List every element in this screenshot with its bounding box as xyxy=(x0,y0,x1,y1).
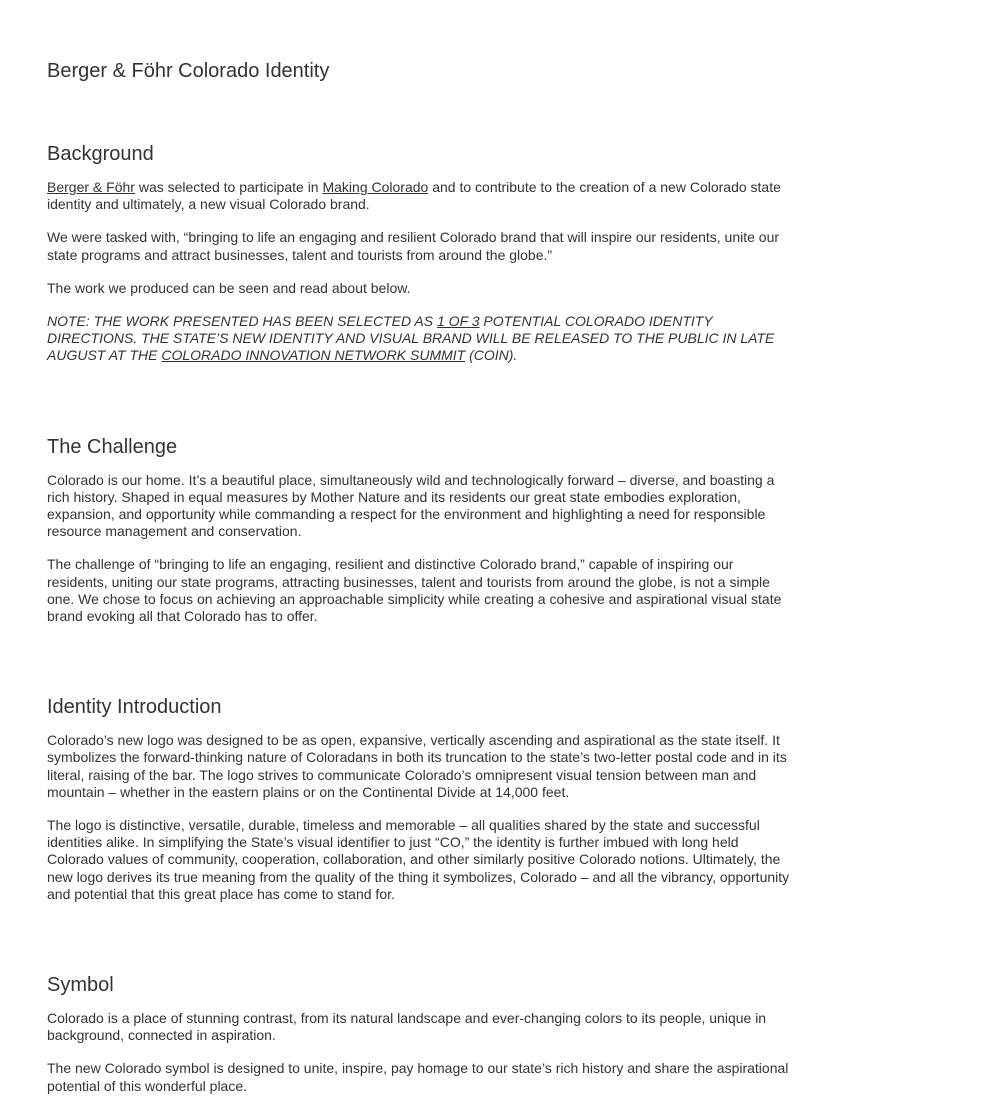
section-heading-symbol: Symbol xyxy=(47,974,114,997)
section-heading-challenge: The Challenge xyxy=(47,435,178,458)
coin-summit-link[interactable]: COLORADO INNOVATION NETWORK SUMMIT xyxy=(161,347,466,364)
section-heading-background: Background xyxy=(47,143,154,165)
section-background xyxy=(47,142,792,365)
section-spacer xyxy=(47,381,792,411)
challenge-paragraph-1: Colorado is our home. It’s a beautiful place, simultaneously wild and technologically forward – diverse, and boasting a rich history. Shaped in equal measures by Mother Nature and its residents our great state embodies exploration, expansion, and opportunity while commanding a respect for the environment and highlighting a need for responsible resource management and conservation. xyxy=(47,471,775,540)
section-spacer xyxy=(47,919,792,949)
background-p1-text-2: and to contribute to the creation of a new Colorado state identity and ultimately, a new visual Colorado brand. xyxy=(47,179,781,213)
selection-note xyxy=(47,313,792,365)
identity-paragraph-2: The logo is distinctive, versatile, durable, timeless and memorable – all qualities shared by the state and successful identities alike. In simplifying the State’s visual identifier to just “CO,” the identity is further imbued with long held Colorado values of community, cooperation, collaboration, and other similarly positive Colorado notions. Ultimately, the new logo derives its true meaning from the quality of the thing it symbolizes, Colorado – and all the vibrancy, opportunity and potential that this great place has come to stand for. xyxy=(47,817,790,902)
symbol-paragraph-1: Colorado is a place of stunning contrast, from its natural landscape and ever-changing colors to its people, unique in background, connected in aspiration. xyxy=(47,1010,767,1044)
section-challenge xyxy=(47,435,792,626)
background-paragraph-3: The work we produced can be seen and read about below. xyxy=(47,279,411,296)
note-text-1: NOTE: THE WORK PRESENTED HAS BEEN SELECTED AS xyxy=(47,313,437,330)
section-identity xyxy=(47,695,792,903)
background-p1-text-1: was selected to participate in xyxy=(134,179,323,195)
section-symbol xyxy=(47,973,792,1095)
berger-fohr-link[interactable]: Berger & Föhr xyxy=(47,179,135,195)
background-paragraph-1 xyxy=(47,179,792,213)
one-of-three-link[interactable]: 1 OF 3 xyxy=(437,313,480,330)
section-heading-identity: Identity Introduction xyxy=(47,696,222,719)
section-spacer xyxy=(47,641,792,671)
background-paragraph-2: We were tasked with, “bringing to life an engaging and resilient Colorado brand that will inspire our residents, unite our state programs and attract businesses, talent and tourists from around the globe.” xyxy=(47,229,780,263)
note-text-3: (COIN). xyxy=(465,347,518,364)
page-title: Berger & Föhr Colorado Identity xyxy=(47,60,330,82)
note-text-2: POTENTIAL COLORADO IDENTITY DIRECTIONS. THE STATE’S NEW IDENTITY AND VISUAL BRAND WILL BE RELEASED TO THE PUBLIC IN LATE AUGUST AT THE xyxy=(47,313,775,364)
article xyxy=(47,59,792,1111)
identity-paragraph-1: Colorado’s new logo was designed to be as open, expansive, vertically ascending and aspirational as the state itself. It symbolizes the forward-thinking nature of Coloradans in both its truncation to the state’s two-letter postal code and in its literal, raising of the bar. The logo strives to communicate Colorado’s omnipresent visual tension between man and mountain – whether in the eastern plains or on the Continental Divide at 14,000 feet. xyxy=(47,732,787,800)
making-colorado-link[interactable]: Making Colorado xyxy=(322,179,429,195)
symbol-paragraph-2: The new Colorado symbol is designed to unite, inspire, pay homage to our state’s rich history and share the aspirational potential of this wonderful place. xyxy=(47,1060,789,1094)
challenge-paragraph-2: The challenge of “bringing to life an engaging, resilient and distinctive Colorado brand,” capable of inspiring our residents, uniting our state programs, attracting businesses, talent and tourists from around the globe, is not a simple one. We chose to focus on achieving an approachable simplicity while creating a cohesive and aspirational visual state brand evoking all that Colorado has to offer. xyxy=(47,556,782,625)
